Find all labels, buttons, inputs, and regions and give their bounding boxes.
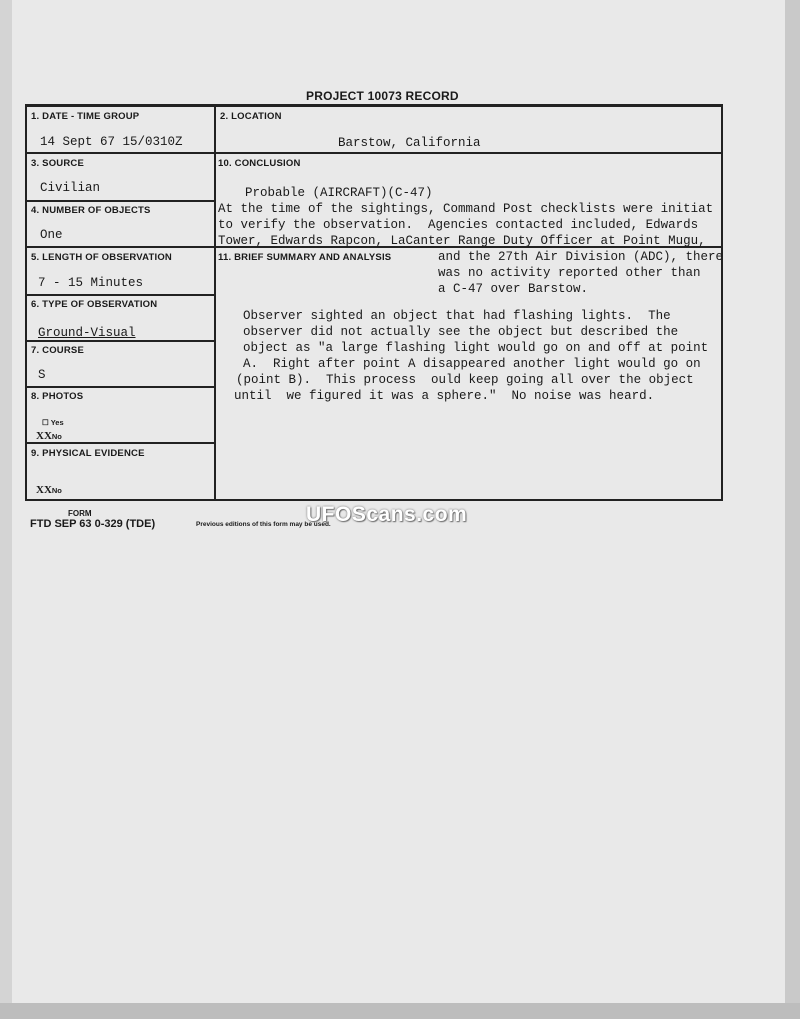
summary-lead-line: was no activity reported other than [438, 266, 701, 280]
photos-no-label: No [51, 432, 62, 441]
type-value: Ground-Visual [38, 326, 136, 340]
number-of-objects-label: 4. NUMBER OF OBJECTS [31, 205, 151, 216]
conclusion-value: Probable (AIRCRAFT)(C-47) [245, 186, 433, 200]
row-divider [25, 340, 215, 342]
photos-no-option [36, 430, 62, 442]
conclusion-label: 10. CONCLUSION [218, 158, 301, 169]
summary-label: 11. BRIEF SUMMARY AND ANALYSIS [218, 252, 392, 263]
summary-line: A. Right after point A disappeared another light would go on [243, 357, 701, 371]
row-divider [25, 152, 723, 154]
summary-line: Observer sighted an object that had flashing lights. The [243, 309, 671, 323]
length-value: 7 - 15 Minutes [38, 276, 144, 290]
physical-evidence-no-label: No [51, 486, 62, 495]
footer-form-label: FORM [68, 509, 92, 518]
row-divider [25, 386, 215, 388]
summary-lead-line: and the 27th Air Division (ADC), there [438, 250, 724, 264]
checkbox-icon: ☐ [42, 418, 49, 427]
summary-line: (point B). This process ould keep going all over the object [236, 373, 694, 387]
physical-evidence-no-option [36, 484, 62, 496]
course-value: S [38, 368, 46, 382]
conclusion-line: At the time of the sightings, Command Post checklists were initiat [218, 202, 714, 216]
source-value: Civilian [40, 181, 101, 195]
course-label: 7. COURSE [31, 345, 85, 356]
photos-label: 8. PHOTOS [31, 391, 84, 402]
length-label: 5. LENGTH OF OBSERVATION [31, 252, 172, 263]
scan-edge-left [0, 0, 12, 1019]
type-label: 6. TYPE OF OBSERVATION [31, 299, 158, 310]
number-of-objects-value: One [40, 228, 63, 242]
row-divider [25, 442, 215, 444]
row-divider [25, 200, 215, 202]
conclusion-line: Tower, Edwards Rapcon, LaCanter Range Duty Officer at Point Mugu, [218, 234, 706, 248]
scan-edge-bottom [0, 1003, 800, 1019]
footer-form-id: FTD SEP 63 0-329 (TDE) [30, 518, 156, 530]
date-time-label: 1. DATE - TIME GROUP [31, 111, 140, 122]
photos-yes-option [42, 418, 64, 427]
date-time-value: 14 Sept 67 15/0310Z [40, 135, 183, 149]
scan-edge-right [785, 0, 800, 1019]
summary-lead-line: a C-47 over Barstow. [438, 282, 589, 296]
location-value: Barstow, California [338, 136, 481, 150]
footer-note: Previous editions of this form may be used. [196, 521, 331, 528]
summary-line: object as "a large flashing light would go on and off at point [243, 341, 709, 355]
document-title: PROJECT 10073 RECORD [306, 89, 459, 103]
summary-line: until we figured it was a sphere." No noise was heard. [234, 389, 655, 403]
watermark: UFOScans.com [306, 503, 468, 526]
conclusion-line: to verify the observation. Agencies contacted included, Edwards [218, 218, 699, 232]
summary-line: observer did not actually see the object but described the [243, 325, 679, 339]
photos-no-mark: XX [36, 430, 52, 442]
physical-evidence-no-mark: XX [36, 484, 52, 496]
location-label: 2. LOCATION [220, 111, 282, 122]
photos-yes-label: Yes [50, 418, 64, 427]
source-label: 3. SOURCE [31, 158, 85, 169]
row-divider [25, 294, 215, 296]
physical-evidence-label: 9. PHYSICAL EVIDENCE [31, 448, 145, 459]
